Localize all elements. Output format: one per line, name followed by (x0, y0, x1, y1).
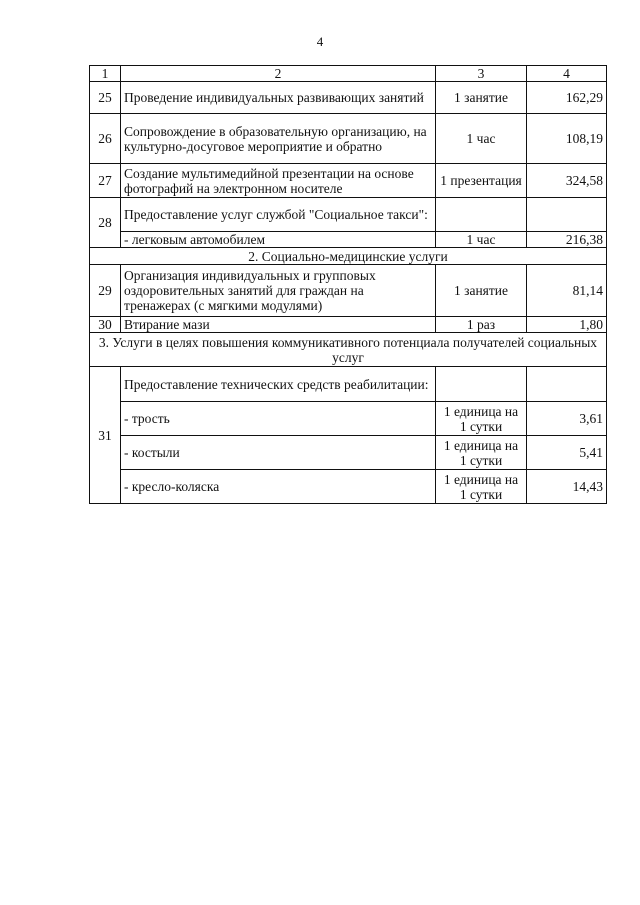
row-number: 31 (90, 367, 121, 504)
service-unit: 1 презентация (436, 164, 527, 198)
service-unit: 1 раз (436, 317, 527, 333)
service-name: Втирание мази (121, 317, 436, 333)
service-price: 3,61 (527, 402, 607, 436)
service-unit: 1 час (436, 232, 527, 248)
service-unit: 1 занятие (436, 82, 527, 114)
service-name: Проведение индивидуальных развивающих занятий (121, 82, 436, 114)
service-name: Создание мультимедийной презентации на основе фотографий на электронном носителе (121, 164, 436, 198)
column-header: 1 (90, 66, 121, 82)
table-row (90, 114, 607, 164)
service-name: Предоставление технических средств реабилитации: (121, 367, 436, 402)
service-unit: 1 единица на 1 сутки (436, 470, 527, 504)
table-subrow (90, 470, 607, 504)
table-subrow (90, 436, 607, 470)
services-tariff-table (89, 65, 607, 504)
service-price: 108,19 (527, 114, 607, 164)
section-title: 2. Социально-медицинские услуги (90, 248, 607, 265)
service-unit: 1 занятие (436, 265, 527, 317)
service-name: Организация индивидуальных и групповых оздоровительных занятий для граждан на тренажерах (с мягкими модулями) (121, 265, 436, 317)
column-header: 4 (527, 66, 607, 82)
row-number: 27 (90, 164, 121, 198)
table-subrow (90, 232, 607, 248)
service-price: 81,14 (527, 265, 607, 317)
table-row (90, 317, 607, 333)
service-price: 162,29 (527, 82, 607, 114)
service-subitem: - кресло-коляска (121, 470, 436, 504)
column-header: 2 (121, 66, 436, 82)
row-number: 29 (90, 265, 121, 317)
service-name: Предоставление услуг службой "Социальное такси": (121, 198, 436, 232)
column-header: 3 (436, 66, 527, 82)
table-row (90, 367, 607, 402)
table-row (90, 198, 607, 232)
row-number: 28 (90, 198, 121, 248)
page-number: 4 (316, 34, 324, 49)
section-row (90, 248, 607, 265)
table-row (90, 265, 607, 317)
service-unit: 1 час (436, 114, 527, 164)
table-row (90, 82, 607, 114)
service-unit: 1 единица на 1 сутки (436, 436, 527, 470)
table-subrow (90, 402, 607, 436)
row-number: 26 (90, 114, 121, 164)
row-number: 30 (90, 317, 121, 333)
service-price: 216,38 (527, 232, 607, 248)
service-subitem: - трость (121, 402, 436, 436)
table-header-row (90, 66, 607, 82)
section-row (90, 333, 607, 367)
service-price: 1,80 (527, 317, 607, 333)
service-price: 324,58 (527, 164, 607, 198)
service-subitem: - легковым автомобилем (121, 232, 436, 248)
service-price: 5,41 (527, 436, 607, 470)
section-title: 3. Услуги в целях повышения коммуникативного потенциала получателей социальных услуг (90, 333, 607, 367)
service-name: Сопровождение в образовательную организацию, на культурно-досуговое мероприятие и обратно (121, 114, 436, 164)
service-price: 14,43 (527, 470, 607, 504)
row-number: 25 (90, 82, 121, 114)
service-subitem: - костыли (121, 436, 436, 470)
service-unit: 1 единица на 1 сутки (436, 402, 527, 436)
table-row (90, 164, 607, 198)
